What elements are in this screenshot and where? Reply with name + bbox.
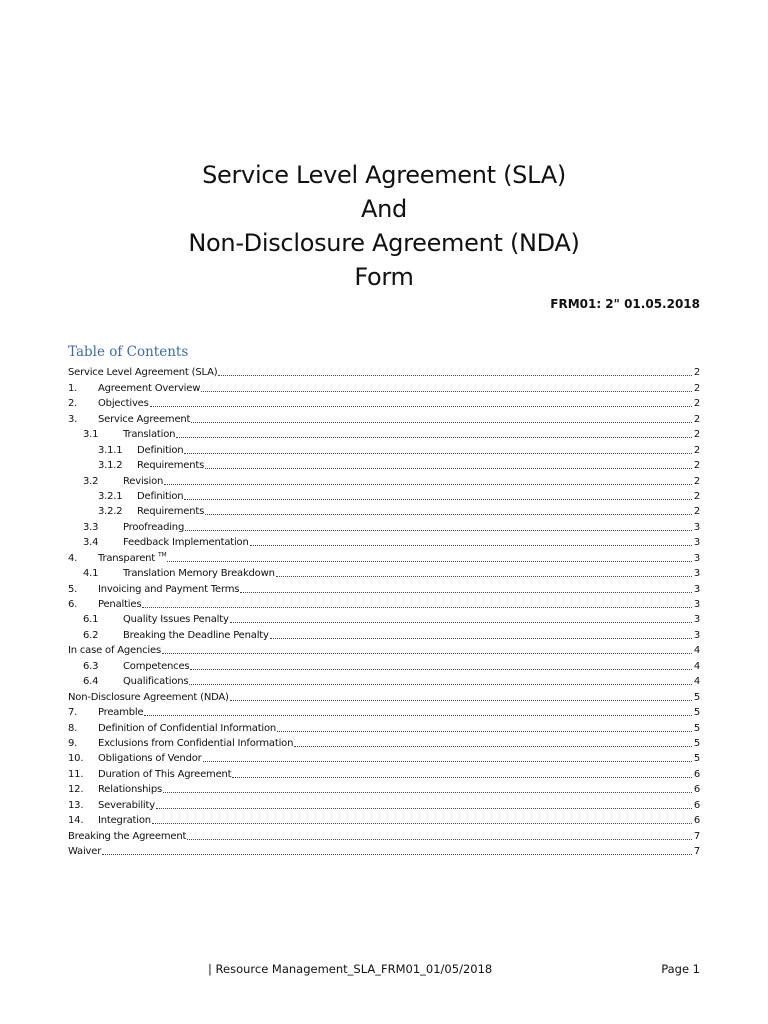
toc-entry-number: 3.1.1 <box>98 444 123 456</box>
toc-entry-page[interactable]: 7 <box>693 830 700 842</box>
toc-entry-title[interactable] <box>98 413 191 426</box>
trademark-symbol: TM <box>157 551 167 559</box>
toc-entry[interactable] <box>68 472 700 487</box>
toc-entry-number: 3.4 <box>83 537 99 549</box>
toc-entry-title-text: Duration of This Agreement <box>98 768 232 780</box>
toc-entry[interactable] <box>68 488 700 503</box>
toc-entry-title-text: Requirements <box>137 460 205 472</box>
toc-entry[interactable] <box>68 688 700 703</box>
toc-entry-title-text: Non-Disclosure Agreement (NDA) <box>68 691 229 703</box>
toc-dot-leader <box>205 468 692 469</box>
document-title <box>0 158 768 294</box>
toc-entry-number: 10. <box>68 753 84 765</box>
toc-entry-number: 11. <box>68 768 84 780</box>
toc-entry-title-text: Preamble <box>98 707 144 719</box>
toc-entry-title[interactable] <box>123 660 190 673</box>
toc-entry-page[interactable]: 7 <box>693 846 700 857</box>
toc-entry-title-text: Breaking the Deadline Penalty <box>123 629 269 641</box>
toc-dot-leader <box>189 684 691 685</box>
toc-entry-number: 6.4 <box>83 676 99 688</box>
toc-entry-title-text: Exclusions from Confidential Information <box>98 737 294 749</box>
toc-entry-page[interactable]: 5 <box>693 707 700 719</box>
toc-dot-leader <box>230 622 692 623</box>
toc-entry-title[interactable] <box>123 536 250 549</box>
toc-entry-number: 2. <box>68 398 78 410</box>
toc-entry[interactable] <box>68 395 700 410</box>
toc-heading: Table of Contents <box>68 344 189 360</box>
toc-dot-leader <box>184 499 691 500</box>
toc-entry-page[interactable]: 2 <box>693 382 700 394</box>
toc-entry-number: 7. <box>68 707 78 719</box>
toc-entry-page[interactable]: 4 <box>693 676 700 688</box>
toc-entry-title[interactable] <box>123 675 189 688</box>
toc-entry-page[interactable]: 3 <box>693 521 700 533</box>
toc-entry-number: 4.1 <box>83 568 99 580</box>
toc-entry-number: 3. <box>68 413 78 425</box>
toc-entry-title[interactable] <box>98 598 142 611</box>
toc-entry-page[interactable]: 2 <box>693 475 700 487</box>
toc-entry-title-text: Waiver <box>68 846 102 857</box>
toc-dot-leader <box>277 731 692 732</box>
toc-entry-title-text: Transparent <box>98 552 158 564</box>
toc-entry-title-text: Proofreading <box>123 521 185 533</box>
toc-entry-page[interactable]: 2 <box>693 490 700 502</box>
toc-entry-title[interactable] <box>98 783 163 796</box>
toc-dot-leader <box>187 839 692 840</box>
toc-entry[interactable] <box>68 364 700 379</box>
toc-dot-leader <box>205 514 692 515</box>
title-line-1: Service Level Agreement (SLA) <box>202 161 566 189</box>
toc-entry-page[interactable]: 3 <box>693 552 700 564</box>
toc-dot-leader <box>230 700 692 701</box>
toc-entry[interactable] <box>68 565 700 580</box>
toc-entry-number: 9. <box>68 737 78 749</box>
toc-entry[interactable] <box>68 441 700 456</box>
toc-entry[interactable] <box>68 518 700 533</box>
toc-entry-title-text: Agreement Overview <box>98 382 201 394</box>
toc-entry-title[interactable] <box>68 644 162 657</box>
toc-entry-title-text: Relationships <box>98 784 162 796</box>
toc-dot-leader <box>102 854 692 855</box>
toc-entry-title-text: Feedback Implementation <box>123 537 249 549</box>
toc-entry[interactable] <box>68 503 700 518</box>
title-line-2: And <box>361 195 407 223</box>
toc-entry[interactable] <box>68 580 700 595</box>
toc-entry-page[interactable]: 6 <box>693 784 700 796</box>
toc-entry-title-text: Definition of Confidential Information <box>98 722 277 734</box>
toc-entry[interactable] <box>68 827 700 842</box>
toc-entry-title-text: Service Level Agreement (SLA) <box>68 367 218 379</box>
toc-dot-leader <box>190 669 691 670</box>
toc-entry-title[interactable] <box>98 768 232 781</box>
toc-entry-page[interactable]: 5 <box>693 737 700 749</box>
toc-entry[interactable] <box>68 626 700 641</box>
toc-entry-title-text: Translation Memory Breakdown <box>123 568 275 580</box>
toc-entry-page[interactable]: 3 <box>693 614 700 626</box>
footer-page-number: Page 1 <box>661 962 700 976</box>
toc-entry-title-text: Revision <box>123 475 164 487</box>
toc-entry-title-text: Obligations of Vendor <box>98 753 202 765</box>
toc-entry-number: 3.2.2 <box>98 506 123 518</box>
toc-entry-number: 3.2.1 <box>98 490 123 502</box>
toc-entry-number: 13. <box>68 799 84 811</box>
toc-dot-leader <box>250 545 692 546</box>
toc-entry[interactable] <box>68 735 700 750</box>
toc-entry-number: 8. <box>68 722 78 734</box>
toc-entry-title[interactable] <box>137 459 205 472</box>
toc-entry-title[interactable] <box>68 845 102 858</box>
toc-dot-leader <box>294 746 692 747</box>
toc-entry-number: 6.3 <box>83 660 99 672</box>
toc-entry[interactable] <box>68 843 700 858</box>
toc-entry-title[interactable] <box>123 567 276 580</box>
toc-entry-number: 12. <box>68 784 84 796</box>
toc-entry[interactable] <box>68 781 700 796</box>
toc-entry-title[interactable] <box>98 583 240 596</box>
toc-entry-title-text: Integration <box>98 815 151 827</box>
form-code: FRM01: 2" 01.05.2018 <box>550 297 700 311</box>
toc-entry-page[interactable]: 4 <box>693 645 700 657</box>
toc-entry-title-text: Definition <box>137 444 184 456</box>
toc-dot-leader <box>232 777 691 778</box>
toc-entry-page[interactable]: 5 <box>693 691 700 703</box>
toc-dot-leader <box>270 638 692 639</box>
toc-entry-title-text: Breaking the Agreement <box>68 830 187 842</box>
toc-entry[interactable] <box>68 704 700 719</box>
toc-entry[interactable] <box>68 379 700 394</box>
toc-entry-page[interactable]: 2 <box>693 367 700 379</box>
title-line-4: Form <box>354 263 414 291</box>
toc-entry-title-text: Invoicing and Payment Terms <box>98 583 240 595</box>
toc-entry[interactable] <box>68 673 700 688</box>
toc-entry-title-text: Qualifications <box>123 676 189 688</box>
toc-entry-title-text: Competences <box>123 660 190 672</box>
toc-entry-title[interactable] <box>98 752 203 765</box>
toc-entry-page[interactable]: 2 <box>693 460 700 472</box>
toc-entry[interactable] <box>68 457 700 472</box>
toc-entry-page[interactable]: 6 <box>693 799 700 811</box>
toc-entry-page[interactable]: 2 <box>693 413 700 425</box>
toc-entry-number: 1. <box>68 382 78 394</box>
toc-dot-leader <box>191 422 692 423</box>
toc-entry-page[interactable]: 5 <box>693 753 700 765</box>
toc-entry-title[interactable] <box>98 814 152 827</box>
toc-entry-page[interactable]: 2 <box>693 429 700 441</box>
toc-dot-leader <box>150 406 692 407</box>
toc-entry-page[interactable]: 3 <box>693 568 700 580</box>
toc-entry-title-text: Requirements <box>137 506 205 518</box>
toc-entry-title[interactable] <box>98 706 144 719</box>
title-line-3: Non-Disclosure Agreement (NDA) <box>188 229 580 257</box>
toc-dot-leader <box>163 792 692 793</box>
toc-entry[interactable] <box>68 812 700 827</box>
toc-dot-leader <box>184 453 691 454</box>
toc-entry-title-text: Severability <box>98 799 155 811</box>
toc-entry-title[interactable] <box>98 737 294 750</box>
toc-entry-number: 6.2 <box>83 629 99 641</box>
toc-entry-page[interactable]: 3 <box>693 537 700 549</box>
toc-entry-title[interactable] <box>123 475 164 488</box>
toc-entry-title-text: Definition <box>137 490 184 502</box>
toc-entry-page[interactable]: 2 <box>693 444 700 456</box>
toc-dot-leader <box>185 530 692 531</box>
toc-entry-title[interactable] <box>137 444 184 457</box>
toc-entry-page[interactable]: 4 <box>693 660 700 672</box>
footer-document-id: | Resource Management_SLA_FRM01_01/05/2018 <box>208 962 493 976</box>
toc-entry-title[interactable] <box>137 490 184 503</box>
toc-dot-leader <box>142 607 691 608</box>
toc-entry-title[interactable] <box>98 722 277 735</box>
toc-entry[interactable] <box>68 611 700 626</box>
toc-entry-title[interactable] <box>98 552 167 565</box>
toc-entry-title-text: Penalties <box>98 599 142 610</box>
toc-dot-leader <box>164 484 692 485</box>
toc-dot-leader <box>240 592 692 593</box>
toc-entry[interactable] <box>68 750 700 765</box>
toc-entry-number: 3.3 <box>83 521 99 533</box>
toc-dot-leader <box>201 391 692 392</box>
toc-entry-page[interactable]: 2 <box>693 398 700 410</box>
table-of-contents <box>68 364 700 858</box>
toc-entry-number: 14. <box>68 815 84 827</box>
toc-entry-number: 3.1.2 <box>98 460 123 472</box>
toc-entry-number: 3.2 <box>83 475 99 487</box>
toc-entry-page[interactable]: 2 <box>693 506 700 518</box>
toc-entry[interactable] <box>68 534 700 549</box>
toc-dot-leader <box>203 761 692 762</box>
toc-entry-title[interactable] <box>123 613 230 626</box>
toc-entry[interactable] <box>68 657 700 672</box>
toc-entry-title[interactable] <box>68 691 230 704</box>
toc-entry-title[interactable] <box>68 830 187 843</box>
toc-entry-page[interactable]: 3 <box>693 629 700 641</box>
toc-entry-title[interactable] <box>123 521 185 534</box>
toc-entry-title[interactable] <box>123 428 176 441</box>
toc-entry-title[interactable] <box>137 505 205 518</box>
toc-dot-leader <box>218 375 691 376</box>
toc-entry-number: 6.1 <box>83 614 99 626</box>
toc-entry-title-text: Objectives <box>98 398 149 410</box>
toc-entry-number: 6. <box>68 599 78 610</box>
toc-entry-title[interactable] <box>98 382 201 395</box>
toc-dot-leader <box>152 823 692 824</box>
toc-entry-page[interactable]: 3 <box>693 583 700 595</box>
toc-entry-title[interactable] <box>98 799 156 812</box>
toc-entry-title-text: In case of Agencies <box>68 645 161 657</box>
toc-dot-leader <box>276 576 692 577</box>
toc-entry[interactable] <box>68 426 700 441</box>
toc-entry-page[interactable]: 5 <box>693 722 700 734</box>
toc-entry[interactable] <box>68 549 700 564</box>
toc-entry-title[interactable] <box>68 366 218 379</box>
toc-entry-number: 4. <box>68 552 78 564</box>
toc-dot-leader <box>176 437 692 438</box>
toc-entry[interactable] <box>68 642 700 657</box>
toc-dot-leader <box>156 808 692 809</box>
toc-entry[interactable] <box>68 719 700 734</box>
toc-dot-leader <box>162 653 692 654</box>
toc-entry-title[interactable] <box>123 629 270 642</box>
toc-entry-page[interactable]: 3 <box>693 599 700 610</box>
toc-entry-number: 3.1 <box>83 429 99 441</box>
toc-dot-leader <box>144 715 691 716</box>
toc-entry-number: 5. <box>68 583 78 595</box>
toc-entry[interactable] <box>68 765 700 780</box>
toc-entry-title[interactable] <box>98 397 150 410</box>
toc-entry-page[interactable]: 6 <box>693 768 700 780</box>
toc-entry-title-text: Quality Issues Penalty <box>123 614 229 626</box>
toc-entry[interactable] <box>68 410 700 425</box>
toc-entry[interactable] <box>68 796 700 811</box>
toc-entry-title-text: Service Agreement <box>98 413 191 425</box>
toc-entry-title-text: Translation <box>123 429 176 441</box>
toc-entry-page[interactable]: 6 <box>693 815 700 827</box>
toc-dot-leader <box>167 561 691 562</box>
toc-entry[interactable] <box>68 596 700 611</box>
